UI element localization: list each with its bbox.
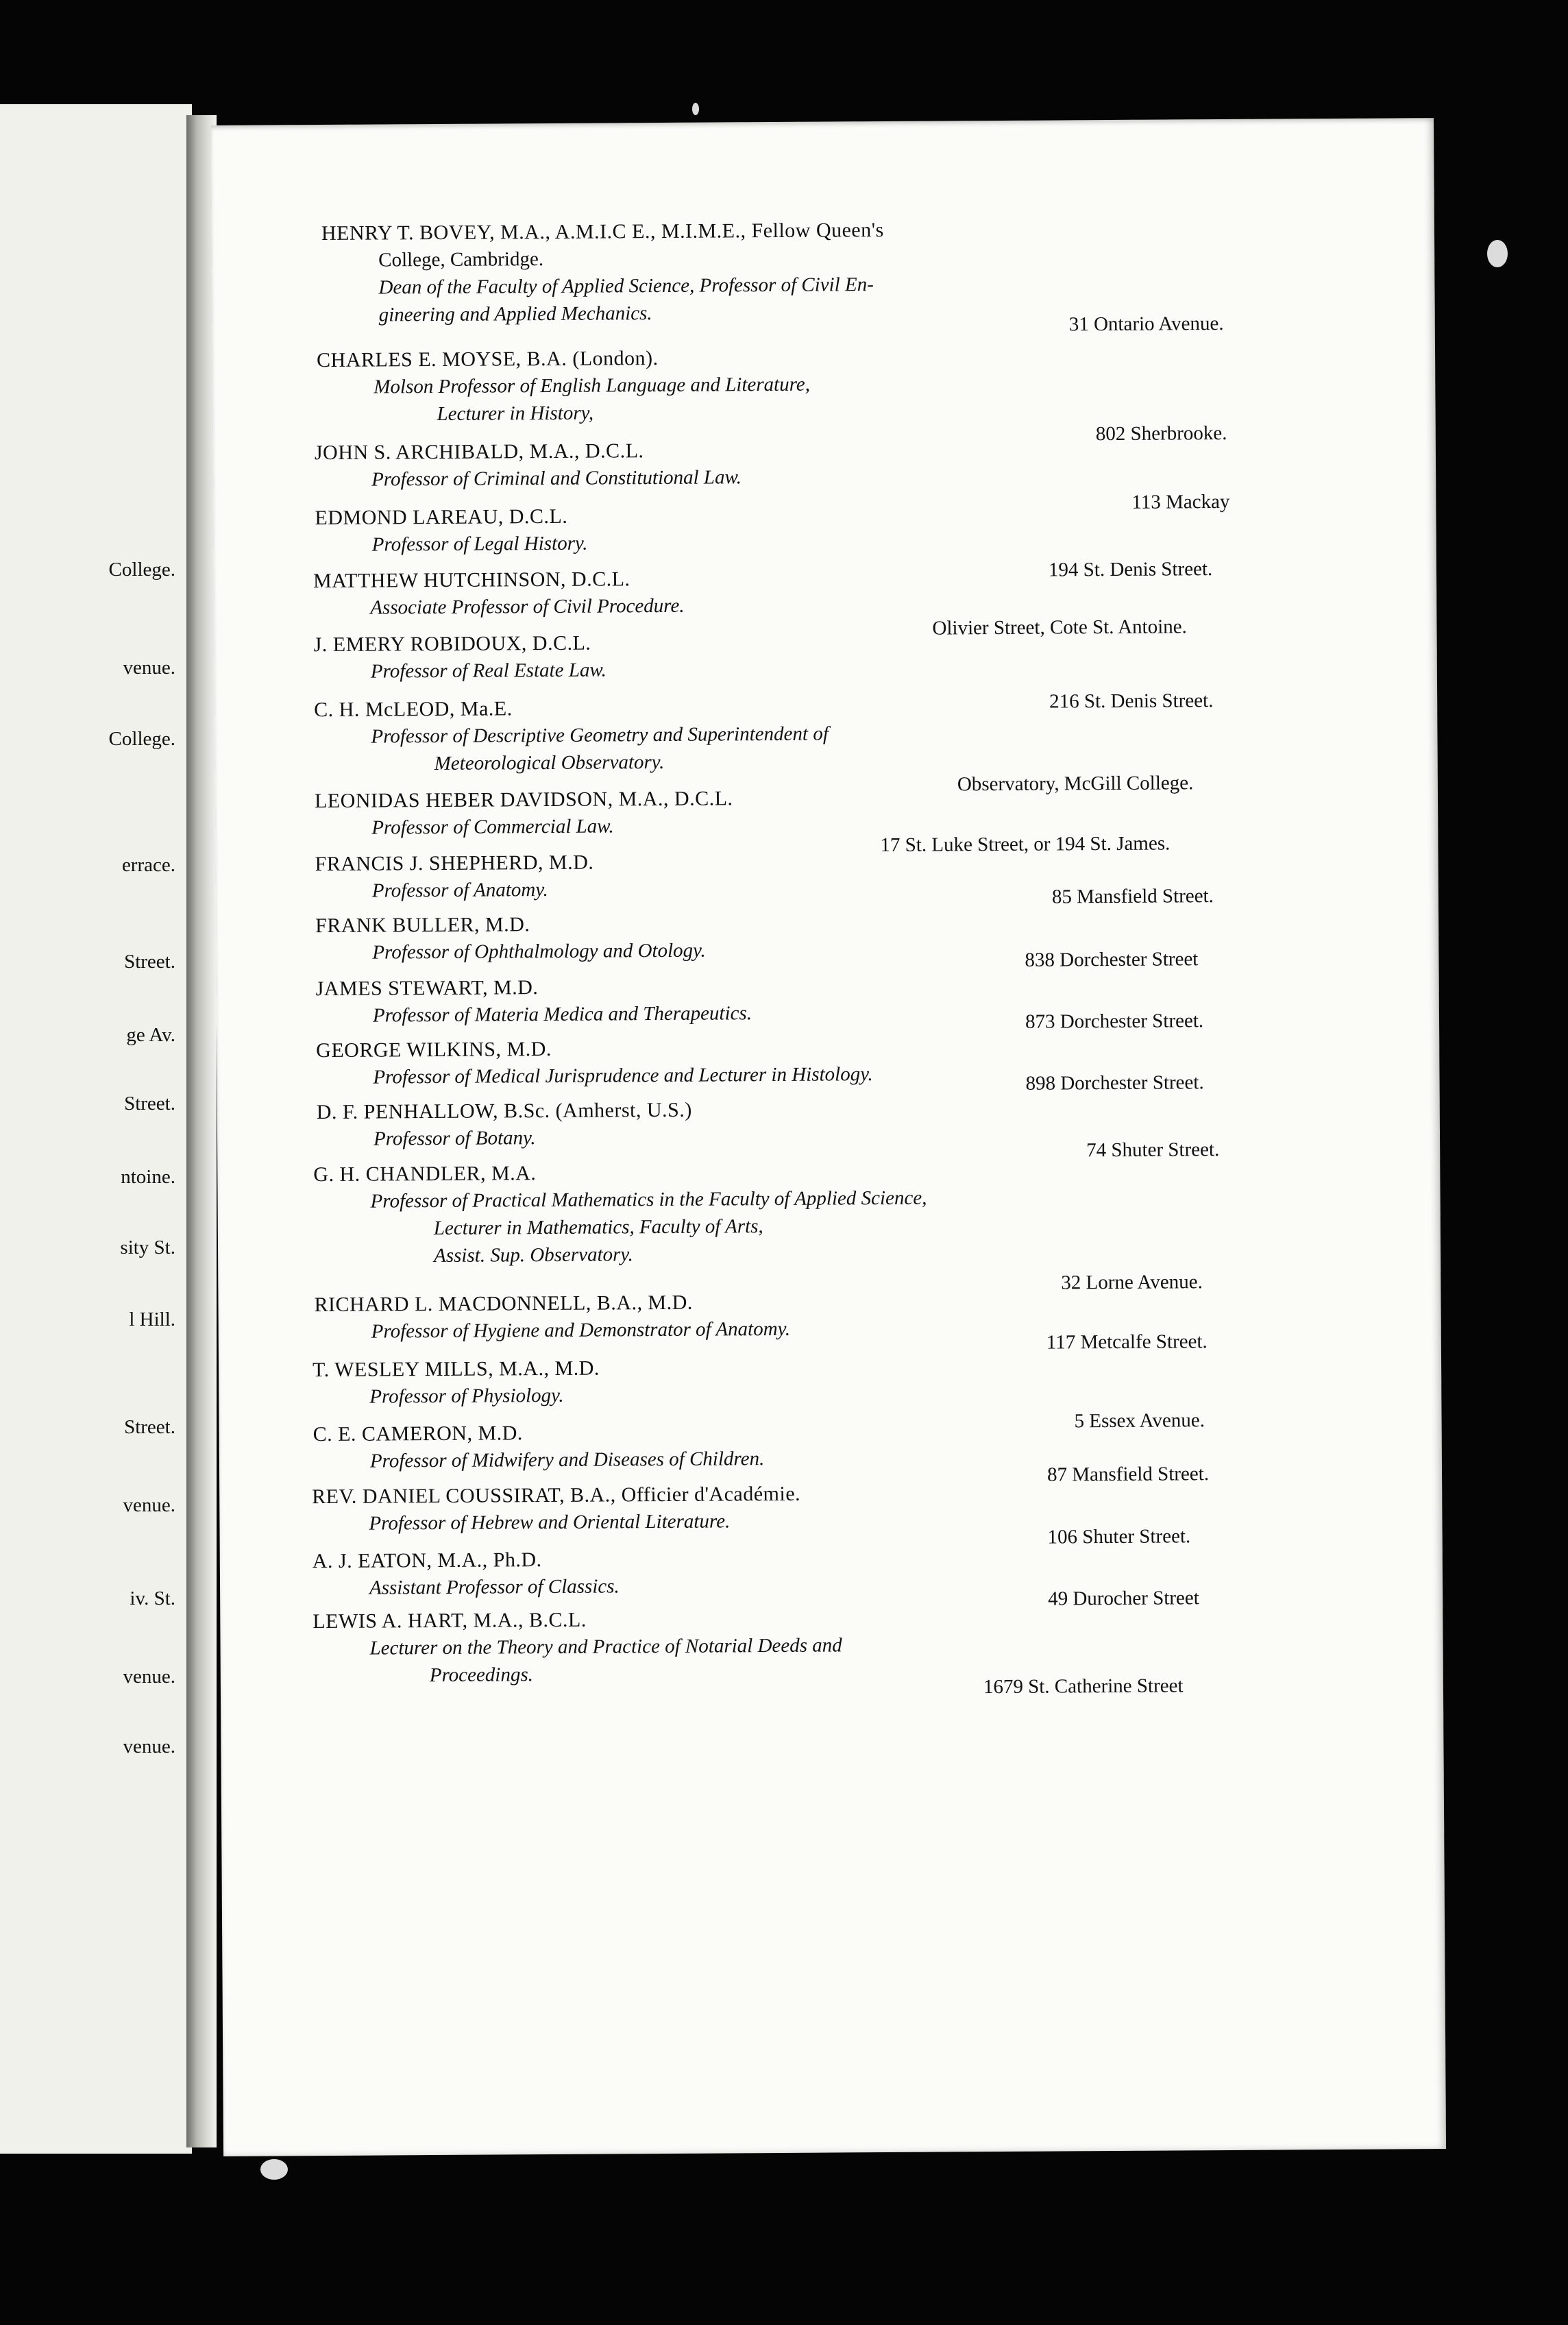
faculty-title-line: Professor of Physiology. [369,1384,564,1408]
faculty-address: 117 Metcalfe Street. [1046,1330,1208,1354]
faculty-title-line: Professor of Hebrew and Oriental Literature. [369,1510,731,1535]
faculty-name: REV. DANIEL COUSSIRAT, B.A., Officier d'Académie. [312,1482,801,1509]
faculty-address: 49 Durocher Street [1048,1587,1199,1610]
faculty-name: G. H. CHANDLER, M.A. [313,1162,537,1186]
faculty-title-line: Professor of Descriptive Geometry and Superintendent of [371,722,829,748]
faculty-list [211,118,1446,2156]
faculty-address: 1679 St. Catherine Street [983,1675,1184,1699]
faculty-title-line: Proceedings. [429,1664,534,1687]
faculty-title-line: College, Cambridge. [378,248,544,271]
faculty-name: LEONIDAS HEBER DAVIDSON, M.A., D.C.L. [314,787,733,813]
left-page-fragment: ntoine. [121,1166,175,1188]
faculty-address: Observatory, McGill College. [957,772,1194,796]
faculty-name: FRANK BULLER, M.D. [315,913,530,938]
faculty-address: 32 Lorne Avenue. [1061,1271,1203,1294]
faculty-address: 898 Dorchester Street. [1025,1071,1204,1095]
dust-speck [1487,240,1508,267]
faculty-title-line: Professor of Hygiene and Demonstrator of Anatomy. [371,1317,791,1343]
faculty-title-line: Professor of Criminal and Constitutional Law. [371,466,742,491]
faculty-name: RICHARD L. MACDONNELL, B.A., M.D. [314,1291,693,1317]
faculty-address: 85 Mansfield Street. [1051,885,1214,908]
faculty-address: 74 Shuter Street. [1086,1139,1220,1162]
faculty-title-line: Professor of Legal History. [371,532,588,556]
faculty-name: JAMES STEWART, M.D. [315,976,539,1001]
faculty-title-line: Associate Professor of Civil Procedure. [370,594,685,619]
faculty-address: Olivier Street, Cote St. Antoine. [932,616,1187,640]
left-page-fragment: l Hill. [129,1308,175,1330]
faculty-name: T. WESLEY MILLS, M.A., M.D. [312,1356,600,1382]
faculty-name: HENRY T. BOVEY, M.A., A.M.I.C E., M.I.M.E., Fellow Queen's [321,219,884,245]
faculty-address: 838 Dorchester Street [1025,948,1199,971]
faculty-title-line: Professor of Ophthalmology and Otology. [372,939,706,964]
faculty-title-line: gineering and Applied Mechanics. [378,302,652,326]
faculty-title-line: Professor of Practical Mathematics in the Faculty of Applied Science, [370,1186,927,1213]
faculty-name: J. EMERY ROBIDOUX, D.C.L. [313,631,591,657]
left-page-fragment: venue. [123,1736,175,1757]
faculty-title-line: Lecturer in Mathematics, Faculty of Arts, [433,1215,763,1240]
faculty-name: EDMOND LAREAU, D.C.L. [315,504,568,530]
left-page-fragment: ge Av. [126,1024,175,1046]
faculty-address: 216 St. Denis Street. [1049,690,1214,713]
faculty-address: 87 Mansfield Street. [1046,1463,1210,1486]
faculty-address: 113 Mackay [1131,490,1230,513]
faculty-address: 802 Sherbrooke. [1095,422,1227,446]
faculty-title-line: Professor of Real Estate Law. [370,659,607,683]
faculty-name: A. J. EATON, M.A., Ph.D. [312,1548,542,1573]
faculty-title-line: Assist. Sup. Observatory. [433,1243,633,1267]
left-page-fragment: venue. [123,1666,175,1688]
left-page-fragment: iv. St. [130,1587,175,1609]
left-page-fragment: College. [108,728,175,750]
faculty-name: C. H. McLEOD, Ma.E. [314,697,513,722]
left-page-fragment: Street. [124,951,175,973]
faculty-name: LEWIS A. HART, M.A., B.C.L. [313,1608,587,1633]
faculty-name: CHARLES E. MOYSE, B.A. (London). [316,347,659,372]
faculty-title-line: Molson Professor of English Language and Literature, [373,373,811,398]
faculty-directory-page [211,118,1446,2156]
dust-speck [692,103,699,115]
faculty-title-line: Professor of Anatomy. [371,879,548,902]
faculty-title-line: Assistant Professor of Classics. [369,1575,620,1599]
faculty-name: MATTHEW HUTCHINSON, D.C.L. [313,568,630,593]
faculty-title-line: Lecturer in History, [437,402,594,425]
left-page-fragment: venue. [123,1494,175,1516]
faculty-address: 873 Dorchester Street. [1025,1010,1204,1033]
faculty-title-line: Professor of Commercial Law. [371,815,614,839]
left-page-edge [0,104,192,2154]
faculty-address: 17 St. Luke Street, or 194 St. James. [880,832,1171,857]
faculty-address: 194 St. Denis Street. [1048,558,1213,581]
faculty-title-line: Professor of Midwifery and Diseases of Children. [369,1448,765,1472]
faculty-address: 106 Shuter Street. [1047,1525,1191,1548]
faculty-name: GEORGE WILKINS, M.D. [316,1037,552,1062]
left-page-fragment: sity St. [120,1237,175,1258]
faculty-address: 31 Ontario Avenue. [1068,312,1224,336]
faculty-title-line: Lecturer on the Theory and Practice of Notarial Deeds and [369,1634,842,1659]
faculty-name: JOHN S. ARCHIBALD, M.A., D.C.L. [314,439,644,465]
left-page-fragment: College. [108,559,175,581]
left-page-fragment: Street. [124,1416,175,1438]
faculty-name: D. F. PENHALLOW, B.Sc. (Amherst, U.S.) [316,1098,692,1124]
faculty-title-line: Professor of Botany. [373,1127,536,1150]
left-page-fragment: venue. [123,657,175,679]
faculty-title-line: Professor of Medical Jurisprudence and Lecturer in Histology. [373,1063,873,1088]
faculty-title-line: Dean of the Faculty of Applied Science, Professor of Civil En- [378,273,874,299]
book-gutter [186,115,217,2147]
faculty-title-line: Professor of Materia Medica and Therapeutics. [372,1002,752,1027]
left-page-fragment: Street. [124,1093,175,1115]
faculty-title-line: Meteorological Observatory. [434,751,665,775]
faculty-name: C. E. CAMERON, M.D. [313,1422,523,1446]
faculty-address: 5 Essex Avenue. [1074,1409,1205,1433]
left-page-fragment: errace. [121,854,175,876]
faculty-name: FRANCIS J. SHEPHERD, M.D. [315,851,594,876]
dust-speck [260,2159,288,2180]
